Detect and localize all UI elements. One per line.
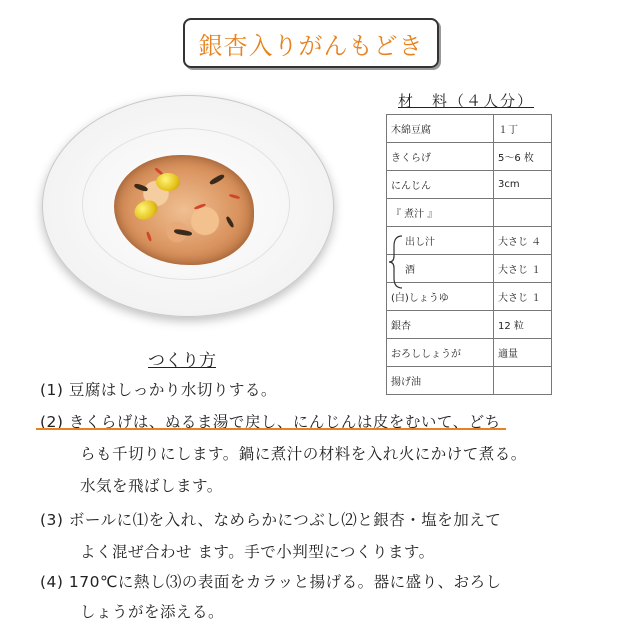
- kikurage-fleck: [134, 183, 149, 192]
- ingredient-qty: １丁: [494, 115, 552, 143]
- table-row: [387, 339, 552, 367]
- table-row: [387, 283, 552, 311]
- carrot-fleck: [229, 194, 240, 200]
- step-2-line-2: らも千切りにします。鍋に煮汁の材料を入れ火にかけて煮る。: [80, 445, 527, 463]
- kikurage-fleck: [225, 216, 234, 228]
- ingredient-name: (白)しょうゆ: [387, 283, 494, 311]
- ingredient-qty: [494, 367, 552, 395]
- table-row: [387, 171, 552, 199]
- kikurage-fleck: [209, 173, 225, 185]
- materials-heading: 材 料（４人分）: [398, 92, 535, 110]
- carrot-fleck: [146, 231, 152, 241]
- ingredient-qty: 大さじ １: [494, 255, 552, 283]
- ingredient-name: にんじん: [387, 171, 494, 199]
- step-3-line-1: (3) ボールに⑴を入れ、なめらかにつぶし⑵と銀杏・塩を加えて: [40, 511, 502, 529]
- title-box: [183, 18, 439, 68]
- ingredient-qty: 大さじ ４: [494, 227, 552, 255]
- ginkgo-nut: [156, 173, 180, 191]
- step-4-line-1: (4) 170℃に熱し⑶の表面をカラッと揚げる。器に盛り、おろし: [40, 573, 502, 591]
- ingredient-qty: 3cm: [494, 171, 552, 199]
- recipe-title: 銀杏入りがんもどき: [198, 31, 424, 60]
- ingredient-name: 銀杏: [387, 311, 494, 339]
- ingredient-qty: 12 粒: [494, 311, 552, 339]
- step-4-line-2: しょうがを添える。: [80, 603, 225, 621]
- step-2-line-3: 水気を飛ばします。: [80, 477, 223, 495]
- ingredient-name: きくらげ: [387, 143, 494, 171]
- ingredient-name: 揚げ油: [387, 367, 494, 395]
- step-2-line-1: (2) きくらげは、ぬるま湯で戻し、にんじんは皮をむいて、どち: [40, 413, 501, 431]
- step-3-line-2: よく混ぜ合わせ ます。手で小判型につくります。: [80, 543, 435, 561]
- table-row: [387, 255, 552, 283]
- ingredient-name: 『 煮汁 』: [387, 199, 494, 227]
- brace-icon: [388, 234, 404, 290]
- kikurage-fleck: [174, 228, 193, 236]
- table-row: [387, 143, 552, 171]
- table-row: [387, 367, 552, 395]
- table-row: [387, 115, 552, 143]
- table-row: [387, 227, 552, 255]
- materials-table: [386, 114, 552, 395]
- ingredient-name: 酒: [387, 255, 494, 283]
- step-1: (1) 豆腐はしっかり水切りする。: [40, 381, 277, 399]
- ingredient-name: 出し汁: [387, 227, 494, 255]
- table-row: [387, 311, 552, 339]
- ingredient-qty: [494, 199, 552, 227]
- ingredient-qty: 適量: [494, 339, 552, 367]
- underline-divider: [36, 428, 506, 430]
- ingredient-qty: 大さじ １: [494, 283, 552, 311]
- carrot-fleck: [194, 203, 206, 210]
- ingredient-qty: 5〜6 枚: [494, 143, 552, 171]
- method-heading: つくり方: [148, 351, 216, 371]
- ingredient-name: 木綿豆腐: [387, 115, 494, 143]
- ingredient-name: おろししょうが: [387, 339, 494, 367]
- table-row: [387, 199, 552, 227]
- ginkgo-nut: [131, 197, 160, 223]
